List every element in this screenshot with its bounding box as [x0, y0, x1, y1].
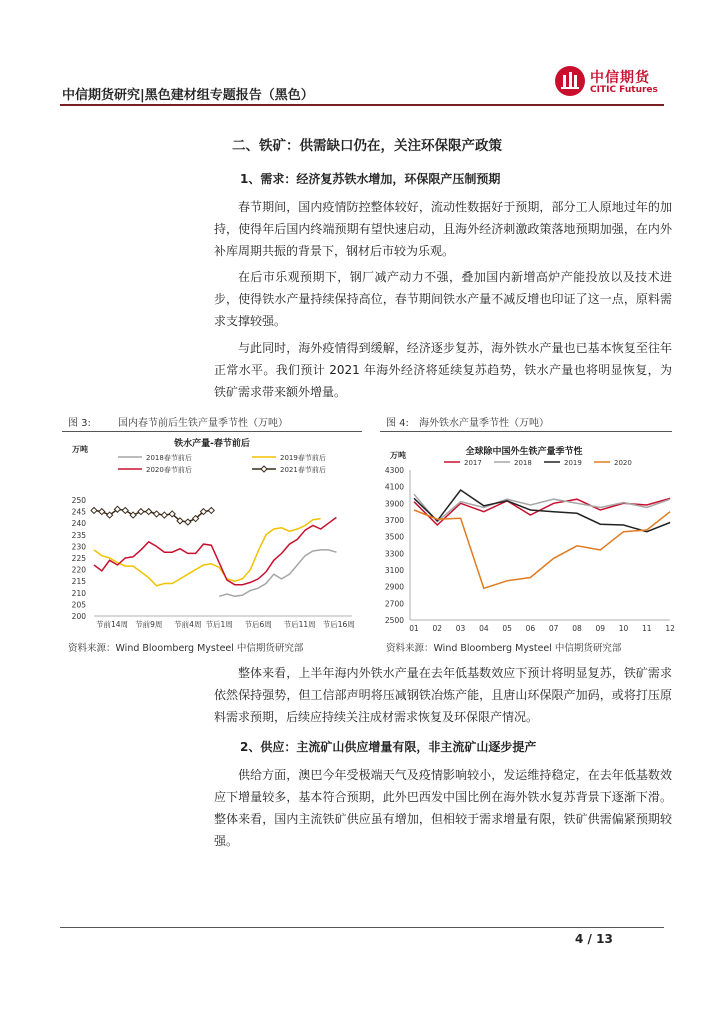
chart1-point [185, 519, 191, 525]
chart2-y-tick: 4300 [384, 466, 404, 475]
chart2-x-tick: 03 [455, 624, 466, 633]
chart1-point [154, 511, 160, 517]
chart1-x-tick: 节后6周 [244, 620, 272, 629]
chart2-x-tick: 04 [479, 624, 489, 633]
chart2-legend-label: 2018 [514, 459, 532, 467]
logo-text-en: CITIC Futures [590, 85, 658, 95]
chart1-y-tick: 230 [71, 542, 86, 552]
chart1-x-tick: 节后11周 [283, 620, 316, 629]
chart1-y-tick: 205 [71, 600, 86, 610]
chart1-legend-label: 2020春节前后 [146, 466, 192, 474]
chart1-x-tick: 节后16周 [322, 620, 355, 629]
chart1-legend-marker [261, 466, 267, 472]
chart1-y-tick: 220 [71, 565, 86, 575]
chart2-x-tick: 11 [642, 624, 652, 633]
chart1-legend-label: 2019春节前后 [280, 454, 326, 462]
footer-divider [60, 927, 664, 928]
chart1-legend-label: 2021春节前后 [280, 466, 326, 474]
chart2-y-tick: 2700 [384, 599, 404, 609]
chart1-point [122, 507, 128, 513]
chart2-x-tick: 12 [665, 624, 675, 633]
chart2-x-tick: 06 [525, 624, 536, 633]
chart1-point [138, 509, 144, 515]
paragraph-summary: 整体来看，上半年海内外铁水产量在去年低基数效应下预计将明显复苏，铁矿需求依然保持强势，但工信部声明将压减钢铁冶炼产能，且唐山环保限产加码，或将打压原料需求预期，后续应持续关注成材需求恢复及环保限产情况。 [214, 666, 672, 724]
fig4-title: 海外铁水产量季节性（万吨） [419, 418, 549, 429]
section-heading: 二、铁矿：供需缺口仍在，关注环保限产政策 [232, 138, 502, 154]
subsection-supply-heading: 2、供应：主流矿山供应增量有限，非主流矿山逐步提产 [240, 740, 537, 754]
chart2-y-tick: 3500 [384, 532, 404, 542]
chart1-title: 铁水产量-春节前后 [174, 439, 250, 449]
paragraph-demand-1: 春节期间，国内疫情防控整体较好，流动性数据好于预期，部分工人原地过年的加持，使得年后国内终端预期有望快速启动，且海外经济刺激政策落地预期加强，在内外补库周期共振的背景下，钢材后市较为乐观。 [214, 200, 672, 258]
chart1-y-tick: 215 [71, 577, 86, 587]
chart2-legend-label: 2019 [564, 459, 582, 467]
chart1-point [161, 512, 167, 518]
fig4-rule [380, 431, 672, 432]
chart1-point [146, 509, 152, 515]
chart1-y-tick: 250 [71, 496, 86, 505]
fig3-source: 资料来源：Wind Bloomberg Mysteel 中信期货研究部 [68, 643, 304, 654]
chart2-y-tick: 2900 [384, 582, 404, 592]
chart1-y-tick: 200 [71, 612, 86, 621]
chart2-y-tick: 2500 [384, 616, 404, 625]
chart2-x-tick: 07 [548, 624, 559, 633]
page-number: 4 / 13 [575, 932, 613, 946]
chart2-y-tick: 3300 [384, 549, 404, 559]
chart1-legend-label: 2018春节前后 [146, 454, 192, 462]
chart1-y-tick: 235 [71, 530, 86, 540]
paragraph-demand-2: 在后市乐观预期下，钢厂减产动力不强，叠加国内新增高炉产能投放以及技术进步，使得铁水产量持续保持高位，春节期间铁水产量不减反增也印证了这一点，原料需求支撑较强。 [214, 270, 672, 328]
chart-pig-iron-spring-festival [62, 434, 362, 636]
chart1-x-tick: 节后1周 [205, 620, 233, 629]
citic-logo [555, 66, 665, 102]
chart2-x-tick: 08 [572, 624, 582, 633]
chart2-x-tick: 05 [502, 624, 512, 633]
chart2-y-unit: 万吨 [390, 451, 406, 460]
logo-text-cn: 中信期货 [590, 70, 650, 86]
chart1-x-tick: 节前9周 [135, 620, 163, 629]
chart2-x-tick: 01 [409, 624, 419, 633]
fig3-rule [62, 431, 362, 432]
chart1-y-tick: 225 [71, 554, 86, 563]
chart2-x-tick: 10 [618, 624, 629, 633]
chart1-x-tick: 节前14周 [96, 620, 129, 629]
chart2-x-tick: 09 [595, 624, 606, 633]
chart1-y-tick: 245 [71, 507, 86, 517]
chart2-title: 全球除中国外生铁产量季节性 [465, 447, 583, 457]
chart1-y-unit: 万吨 [72, 445, 88, 454]
citic-logo-icon [555, 66, 585, 96]
chart2-y-tick: 3700 [384, 516, 404, 525]
chart2-series-line [414, 510, 670, 588]
chart1-y-tick: 210 [71, 588, 86, 598]
paragraph-supply: 供给方面，澳巴今年受极端天气及疫情影响较小，发运维持稳定，在去年低基数效应下增量较多，基本符合预期，此外巴西发中国比例在海外铁水复苏背景下逐渐下滑。整体来看，国内主流铁矿供应虽有增加，但相较于需求增量有限，铁矿供需偏紧预期较强。 [214, 768, 672, 848]
chart1-y-tick: 240 [71, 519, 86, 529]
subsection-demand-heading: 1、需求：经济复苏铁水增加，环保限产压制预期 [240, 172, 501, 186]
chart2-series-line [414, 494, 670, 522]
chart2-legend-label: 2017 [464, 459, 482, 467]
chart2-legend-label: 2020 [614, 459, 632, 467]
fig3-title: 国内春节前后生铁产量季节性（万吨） [118, 418, 288, 429]
chart2-y-tick: 4100 [384, 482, 404, 492]
paragraph-demand-3: 与此同时，海外疫情得到缓解，经济逐步复苏，海外铁水产量也已基本恢复至往年正常水平。我们预计 2021 年海外经济将延续复苏趋势，铁水产量也将明显恢复，为铁矿需求带来额外增量。 [214, 341, 672, 399]
chart1-point [91, 507, 97, 513]
fig4-label: 图 4: [386, 418, 409, 429]
chart1-x-tick: 节前4周 [174, 620, 202, 629]
report-header-title: 中信期货研究|黑色建材组专题报告（黑色） [62, 88, 314, 103]
chart2-y-tick: 3900 [384, 499, 404, 509]
chart2-x-tick: 02 [432, 624, 443, 633]
header-divider [60, 104, 664, 106]
chart-overseas-pig-iron [380, 434, 675, 636]
chart1-point [99, 509, 105, 515]
fig3-label: 图 3: [68, 418, 91, 429]
fig4-source: 资料来源：Wind Bloomberg Mysteel 中信期货研究部 [386, 643, 622, 654]
chart1-point [208, 507, 214, 513]
chart2-y-tick: 3100 [384, 566, 404, 575]
